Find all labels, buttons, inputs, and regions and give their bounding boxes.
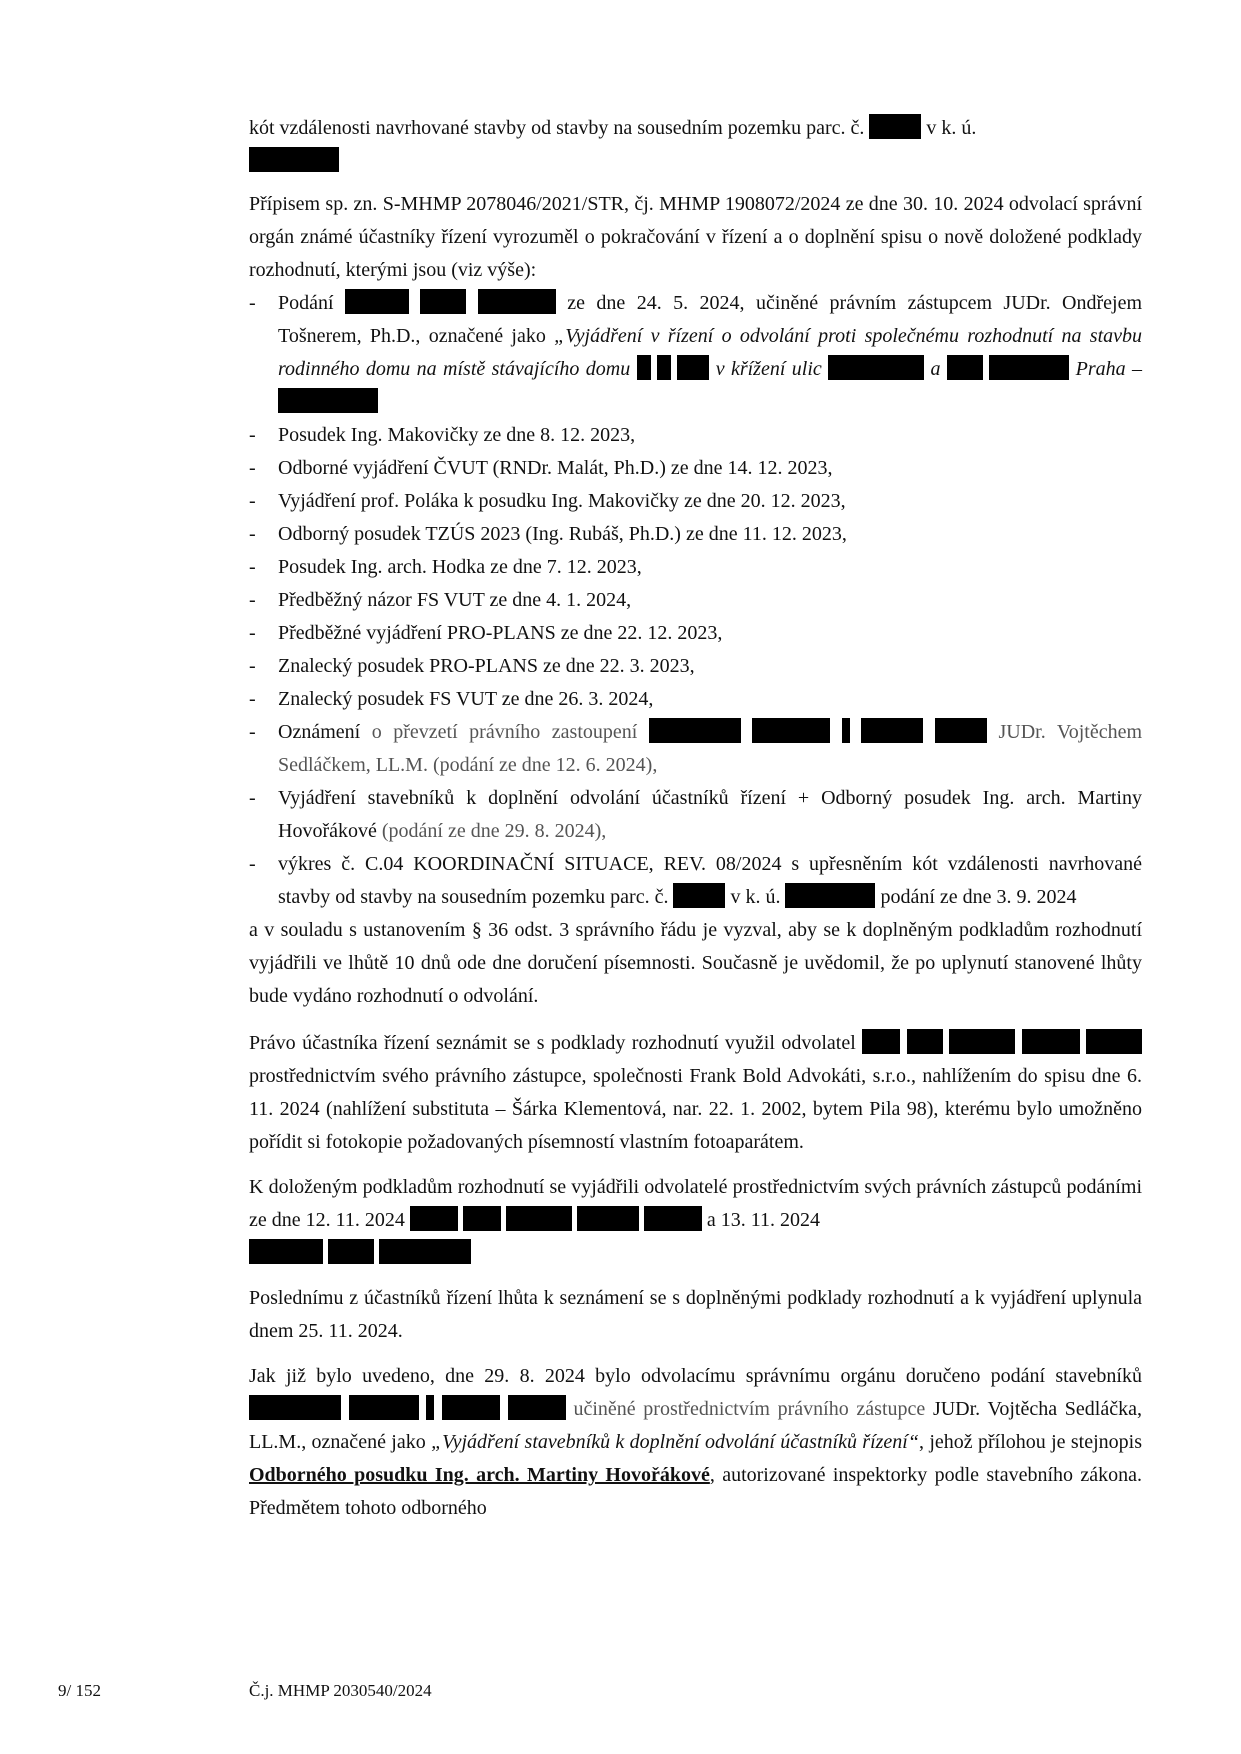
text: , jehož přílohou je stejnopis: [918, 1431, 1142, 1453]
text: Praha –: [1075, 358, 1143, 380]
paragraph-5: [249, 1171, 1142, 1270]
redaction: [1022, 1029, 1080, 1054]
text: Právo účastníka řízení seznámit se s podklady rozhodnutí využil odvolatel: [249, 1032, 856, 1054]
text: učiněné prostřednictvím právního zástupce: [573, 1398, 926, 1420]
text: JUDr. Vojtěcha Sedláčka, LL.M., označené jako: [249, 1398, 1142, 1453]
list-item: - Posudek Ing. Makovičky ze dne 8. 12. 2023,: [249, 419, 1142, 452]
text: Odborného posudku Ing. arch. Martiny Hovořákové: [249, 1464, 710, 1486]
redaction: [949, 1029, 1015, 1054]
list-item: [249, 782, 1142, 848]
text: (podání ze dne 29. 8. 2024),: [381, 820, 607, 842]
redaction: [420, 289, 466, 314]
text: „Vyjádření stavebníků k doplnění odvolání účastníků řízení“: [431, 1431, 919, 1453]
list-item: [249, 716, 1142, 782]
redaction: [842, 718, 850, 743]
text: výkres č. C.04 KOORDINAČNÍ SITUACE, REV. 08/2024 s upřesněním kót vzdálenosti navrhované stavby od stavby na sousedním pozemku parc. č.: [278, 853, 1142, 908]
redaction: [935, 718, 987, 743]
text: o převzetí právního zastoupení: [371, 721, 638, 743]
text: Jak již bylo uvedeno, dne 29. 8. 2024 bylo odvolacímu správnímu orgánu doručeno podání stavebníků: [249, 1365, 1142, 1387]
redaction: [442, 1395, 500, 1420]
redaction: [644, 1206, 702, 1231]
redaction: [989, 355, 1069, 380]
redaction: [752, 718, 830, 743]
list-item: - Předběžné vyjádření PRO-PLANS ze dne 22. 12. 2023,: [249, 617, 1142, 650]
list-item: [249, 848, 1142, 914]
redaction: [506, 1206, 572, 1231]
text: „Vyjádření v řízení o odvolání proti společnému rozhodnutí na stavbu rodinného domu na místě stávajícího domu: [278, 325, 1143, 380]
text: a 13. 11. 2024: [706, 1209, 821, 1231]
redaction: [328, 1239, 374, 1264]
list-item: - Znalecký posudek PRO-PLANS ze dne 22. 3. 2023,: [249, 650, 1142, 683]
text: JUDr. Vojtěchem Sedláčkem, LL.M. (podání ze dne 12. 6. 2024),: [278, 721, 1143, 776]
redaction: [869, 114, 921, 139]
paragraph-7: [249, 1360, 1142, 1525]
redaction: [673, 883, 725, 908]
redaction: [785, 883, 875, 908]
redaction: [828, 355, 924, 380]
paragraph-1: [249, 112, 1142, 178]
text: ze dne 24. 5. 2024, učiněné právním zástupcem JUDr. Ondřejem Tošnerem, Ph.D., označené jako: [278, 292, 1143, 347]
list-item: - Odborný posudek TZÚS 2023 (Ing. Rubáš, Ph.D.) ze dne 11. 12. 2023,: [249, 518, 1142, 551]
redaction: [349, 1395, 419, 1420]
list-item: - Odborné vyjádření ČVUT (RNDr. Malát, Ph.D.) ze dne 14. 12. 2023,: [249, 452, 1142, 485]
redaction: [649, 718, 741, 743]
redaction: [861, 718, 923, 743]
text: Vyjádření stavebníků k doplnění odvolání účastníků řízení + Odborný posudek Ing. arch. Martiny Hovořákové: [278, 787, 1142, 842]
redaction: [249, 147, 339, 172]
redaction: [637, 355, 651, 380]
document-body: [249, 112, 1142, 1537]
redaction: [463, 1206, 501, 1231]
text: prostřednictvím svého právního zástupce, společnosti Frank Bold Advokáti, s.r.o., nahlížením do spisu dne 6. 11. 2024 (nahlížení substituta – Šárka Klementová, nar. 22. 1. 2002, bytem Pila 98), kterému bylo umožněno pořídit si fotokopie požadovaných písemností vlastním fotoaparátem.: [249, 1065, 1142, 1153]
redaction: [1086, 1029, 1142, 1054]
redaction: [410, 1206, 458, 1231]
documents-list: [249, 287, 1142, 914]
paragraph-2: Přípisem sp. zn. S-MHMP 2078046/2021/STR, čj. MHMP 1908072/2024 ze dne 30. 10. 2024 odvolací správní orgán známé účastníky řízení vyrozuměl o pokračování v řízení a o doplnění spisu o nově doložené podklady rozhodnutí, kterými jsou (viz výše):: [249, 193, 1142, 281]
text: K doloženým podkladům rozhodnutí se vyjádřili odvolatelé prostřednictvím svých právních zástupců podáními ze dne 12. 11. 2024: [249, 1176, 1142, 1231]
paragraph-6: Poslednímu z účastníků řízení lhůta k seznámení se s doplněnými podklady rozhodnutí a k vyjádření uplynula dnem 25. 11. 2024.: [249, 1287, 1142, 1342]
text: a: [930, 358, 941, 380]
text: v k. ú.: [926, 117, 977, 139]
redaction: [478, 289, 556, 314]
text: Oznámení: [278, 721, 361, 743]
text: Podání: [278, 292, 334, 314]
redaction: [508, 1395, 566, 1420]
list-item: [249, 287, 1142, 419]
list-item: - Vyjádření prof. Poláka k posudku Ing. Makovičky ze dne 20. 12. 2023,: [249, 485, 1142, 518]
text: podání ze dne 3. 9. 2024: [880, 886, 1077, 908]
redaction: [249, 1395, 341, 1420]
list-item: - Znalecký posudek FS VUT ze dne 26. 3. 2024,: [249, 683, 1142, 716]
page-number: 9/ 152: [58, 1681, 101, 1700]
text: v křížení ulic: [715, 358, 822, 380]
redaction: [249, 1239, 323, 1264]
redaction: [657, 355, 671, 380]
text: v k. ú.: [730, 886, 781, 908]
list-item: - Předběžný názor FS VUT ze dne 4. 1. 2024,: [249, 584, 1142, 617]
text: kót vzdálenosti navrhované stavby od stavby na sousedním pozemku parc. č.: [249, 117, 865, 139]
reference-number: Č.j. MHMP 2030540/2024: [249, 1681, 432, 1700]
redaction: [345, 289, 409, 314]
paragraph-3: a v souladu s ustanovením § 36 odst. 3 správního řádu je vyzval, aby se k doplněným podkladům rozhodnutí vyjádřili ve lhůtě 10 dnů ode dne doručení písemnosti. Současně je uvědomil, že po uplynutí stanovené lhůty bude vydáno rozhodnutí o odvolání.: [249, 919, 1142, 1007]
list-item: - Posudek Ing. arch. Hodka ze dne 7. 12. 2023,: [249, 551, 1142, 584]
redaction: [862, 1029, 900, 1054]
redaction: [426, 1395, 434, 1420]
text: , autorizované inspektorky podle stavebního zákona. Předmětem tohoto odborného: [249, 1464, 1142, 1519]
redaction: [577, 1206, 639, 1231]
redaction: [907, 1029, 943, 1054]
redaction: [278, 388, 378, 413]
redaction: [947, 355, 983, 380]
redaction: [379, 1239, 471, 1264]
redaction: [677, 355, 709, 380]
paragraph-4: [249, 1027, 1142, 1159]
